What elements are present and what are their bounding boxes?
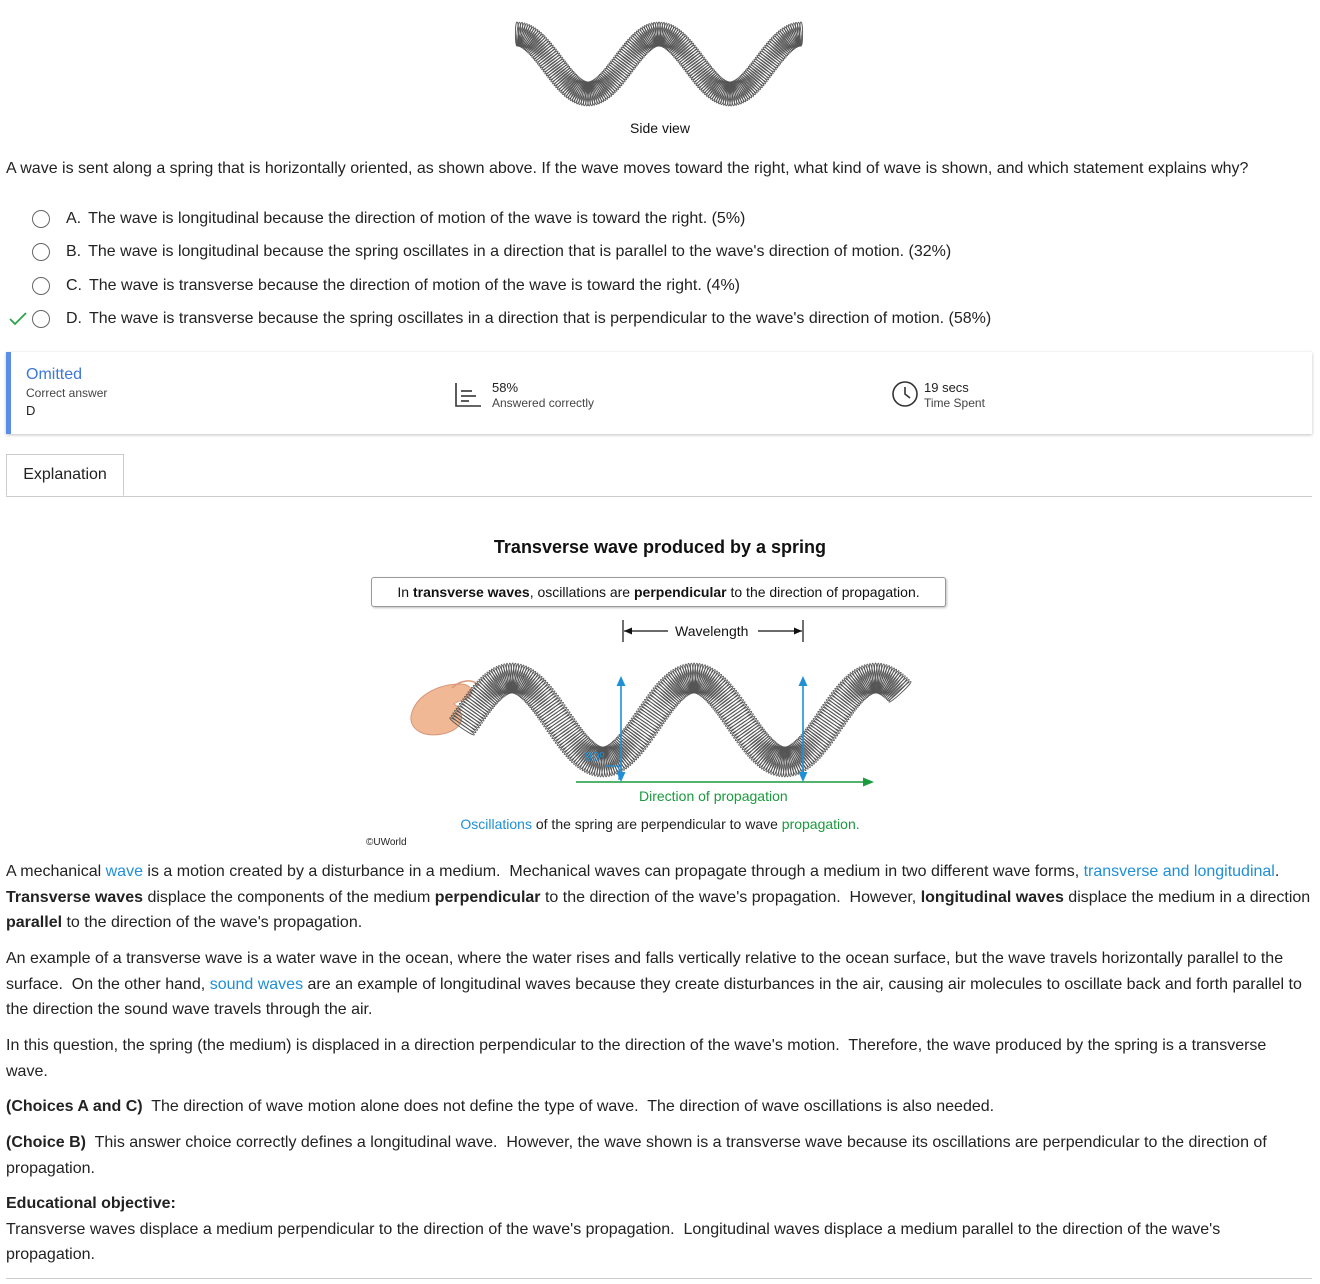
text: displace the components of the medium: [143, 888, 435, 906]
text: An example of a transverse wave is a water wave in the ocean, where the water rises and falls vertically relative to the ocean surface, but the wave travels horizontally parallel to the surface. On the other hand,: [6, 950, 1288, 993]
caption-propagation: propagation.: [781, 816, 860, 832]
choice-text: The wave is transverse because the spring oscillates in a direction that is perpendicular to the wave's direction of motion.: [89, 310, 945, 328]
spring-coil: [723, 706, 749, 726]
spring-coil: [809, 722, 835, 742]
figure-definition-box: [371, 577, 946, 607]
spring-coil: [728, 713, 755, 733]
objective-title: Educational objective:: [6, 1195, 176, 1212]
spring-coil: [549, 718, 575, 738]
spring-coil: [459, 702, 485, 722]
spring-coil: [642, 700, 668, 720]
choice-percent: (5%): [711, 209, 746, 227]
percent-correct-value: 58%: [492, 380, 519, 395]
spring-coil: [815, 713, 842, 733]
text: to the direction of the wave's propagation. However,: [540, 888, 921, 906]
box-text: to the direction of propagation.: [726, 584, 920, 600]
text: This answer choice correctly defines a longitudinal wave. However, the wave shown is a transverse wave because its oscillations are perpendicular to the direction of propagation.: [6, 1134, 1272, 1177]
spring-coil: [819, 708, 846, 728]
spring-coil: [635, 710, 662, 730]
choice-percent: (4%): [706, 276, 740, 294]
choice-letter: D.: [66, 310, 82, 328]
spring-coil: [729, 715, 755, 735]
explanation-paragraph-2: [6, 946, 1312, 1023]
spring-coil: [721, 703, 747, 723]
link-transverse-longitudinal[interactable]: transverse and longitudinal: [1083, 863, 1275, 880]
choice-d[interactable]: [6, 303, 991, 337]
propagation-label: Direction of propagation: [639, 788, 788, 804]
spring-coil: [640, 703, 666, 723]
bold-text: (Choice B): [6, 1134, 86, 1151]
spring-coil: [644, 698, 670, 718]
spring-coil: [812, 717, 838, 737]
bold-text: Transverse waves: [6, 888, 143, 906]
spring-coil: [634, 712, 661, 732]
bold-text: longitudinal waves: [920, 888, 1064, 906]
correct-answer-value: D: [26, 403, 36, 418]
radio-d[interactable]: [32, 310, 50, 328]
spring-coil: [629, 719, 655, 739]
angle-label: 90º: [585, 749, 605, 764]
spring-coil: [551, 720, 577, 740]
spring-coil: [462, 698, 488, 718]
spring-coil: [536, 699, 562, 719]
choice-percent: (32%): [908, 243, 952, 261]
spring-coil: [630, 717, 656, 737]
wavelength-label: Wavelength: [675, 623, 749, 639]
bottom-divider: [6, 1278, 1312, 1279]
box-bold-perpendicular: perpendicular: [634, 584, 727, 600]
choice-c[interactable]: [6, 269, 991, 303]
choice-percent: (58%): [948, 310, 992, 328]
box-text: In: [397, 584, 413, 600]
percent-correct-label: Answered correctly: [492, 396, 595, 410]
choice-text: The wave is longitudinal because the spring oscillates in a direction that is parallel to the wave's direction of motion.: [88, 243, 905, 261]
bold-text: perpendicular: [434, 888, 541, 906]
choice-text: The wave is longitudinal because the direction of motion of the wave is toward the right.: [88, 209, 708, 227]
transverse-wave-diagram: [400, 612, 920, 802]
spring-side-view: [505, 14, 815, 124]
answer-stats-panel: [6, 352, 1312, 434]
link-sound-waves[interactable]: sound waves: [209, 975, 304, 993]
spring-coil: [734, 722, 760, 742]
caption-text: of the spring are perpendicular to wave: [531, 816, 782, 832]
box-text: , oscillations are: [529, 584, 634, 600]
check-slot: [6, 209, 30, 229]
answer-choices: [6, 202, 991, 336]
status-omitted: Omitted: [26, 366, 83, 383]
text: .: [1274, 863, 1289, 880]
spring-coil: [460, 700, 486, 720]
tab-explanation[interactable]: Explanation: [6, 454, 124, 496]
objective-text: Transverse waves displace a medium perpendicular to the direction of the wave's propagation. Longitudinal waves displace a medium parallel to the direction of the wave's propagation.: [6, 1220, 1225, 1263]
correct-check-icon: [6, 309, 30, 329]
spring-coil: [540, 704, 566, 724]
figure-caption: [0, 816, 1320, 832]
spring-coils: [449, 663, 912, 777]
spring-coil: [544, 711, 571, 731]
time-spent-value: 19 secs: [924, 380, 969, 395]
spring-coil: [817, 710, 844, 730]
text: is a motion created by a disturbance in a medium. Mechanical waves can propagate through a medium in two different wave forms,: [142, 863, 1084, 880]
spring-coil: [538, 701, 564, 721]
spring-coil: [548, 715, 574, 735]
spring-coil: [731, 717, 757, 737]
tab-bar: [6, 454, 1312, 497]
spring-coil: [541, 706, 567, 726]
text: to the direction of the wave's propagation.: [62, 914, 363, 931]
spring-coil: [720, 701, 746, 721]
spring-coil: [822, 703, 848, 723]
explanation-choice-b: [6, 1130, 1312, 1181]
spring-coil: [553, 722, 579, 742]
clock-icon: [891, 380, 919, 408]
spring-coil: [543, 708, 570, 728]
spring-coil: [725, 708, 752, 728]
side-view-caption: Side view: [630, 120, 690, 136]
spring-coil: [820, 706, 846, 726]
choice-letter: A.: [66, 209, 82, 227]
check-slot: [6, 242, 30, 262]
spring-coil: [627, 721, 653, 741]
choice-text: The wave is transverse because the direction of motion of the wave is toward the right.: [89, 276, 702, 294]
text: displace the medium in a direction: [1063, 888, 1315, 906]
spring-coil: [733, 719, 759, 739]
time-spent-label: Time Spent: [924, 396, 985, 410]
educational-objective: [6, 1191, 1312, 1268]
copyright: ©UWorld: [366, 837, 407, 848]
spring-coil: [637, 707, 664, 727]
text: are an example of longitudinal waves because they create disturbances in the air, causing air molecules to oscillate back and forth parallel to the direction the sound wave travels through the air.: [6, 975, 1307, 1018]
spring-coil: [639, 705, 665, 725]
bar-chart-icon: [454, 382, 482, 408]
choice-letter: C.: [66, 276, 82, 294]
spring-coil: [824, 701, 850, 721]
spring-coil: [825, 698, 851, 718]
explanation-choices-a-c: [6, 1094, 1312, 1120]
text: The direction of wave motion alone does not define the type of wave. The direction of wave oscillations is also needed.: [142, 1098, 995, 1115]
caption-oscillations: Oscillations: [460, 816, 532, 832]
choice-letter: B.: [66, 243, 82, 261]
spring-coil: [814, 715, 840, 735]
check-slot: [6, 276, 30, 296]
spring-coil: [632, 715, 658, 735]
radio-c[interactable]: [32, 277, 50, 295]
bold-text: parallel: [6, 914, 63, 931]
text: A mechanical: [6, 863, 106, 880]
figure-title: Transverse wave produced by a spring: [493, 537, 827, 557]
link-wave[interactable]: wave: [105, 863, 143, 880]
correct-answer-label: Correct answer: [26, 386, 108, 400]
choice-a[interactable]: [6, 202, 991, 236]
spring-coil: [811, 720, 837, 740]
spring-coil: [726, 710, 753, 730]
box-bold-transverse: transverse waves: [412, 584, 530, 600]
text: In this question, the spring (the medium) is displaced in a direction perpendicular to the direction of the wave's motion. Therefore, the wave produced by the spring is a transverse wave.: [6, 1037, 1271, 1080]
choice-b[interactable]: [6, 236, 991, 270]
bold-text: (Choices A and C): [6, 1098, 143, 1115]
explanation-paragraph-3: [6, 1033, 1312, 1084]
side-view-figure: [505, 14, 815, 139]
explanation-paragraph-1: [6, 859, 1315, 936]
radio-b[interactable]: [32, 243, 50, 261]
question-stem: A wave is sent along a spring that is horizontally oriented, as shown above. If the wave moves toward the right, what kind of wave is shown, and which statement explains why?: [6, 160, 1249, 177]
radio-a[interactable]: [32, 210, 50, 228]
spring-coil: [546, 713, 572, 733]
spring-coil: [718, 698, 744, 718]
